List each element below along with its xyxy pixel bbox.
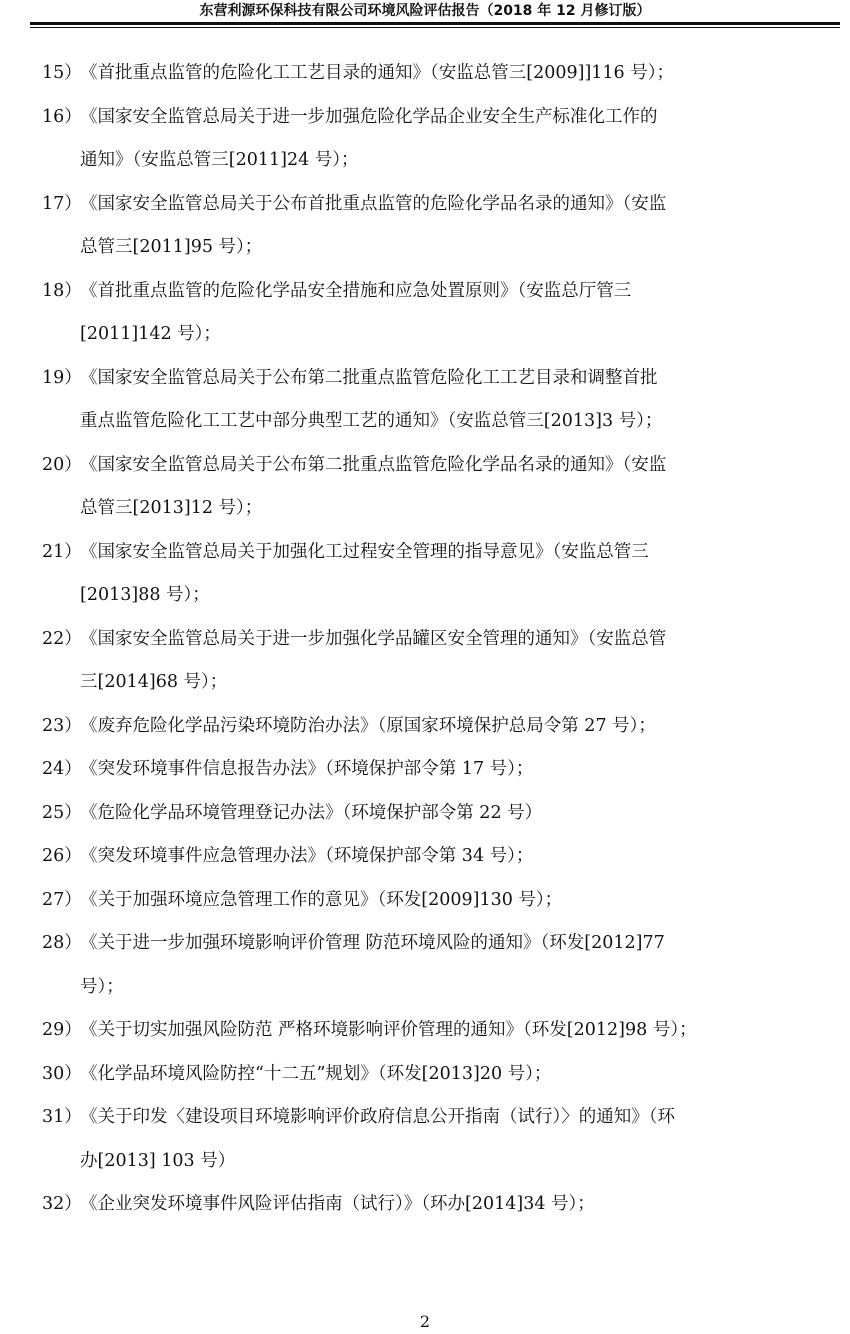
reference-item-28 [0,922,850,966]
reference-line-1: 《废弃危险化学品污染环境防治办法》（原国家环境保护总局令第 27 号）； [80,715,656,736]
reference-number: 26） [42,846,82,866]
reference-line-1: 《国家安全监管总局关于进一步加强化学品罐区安全管理的通知》（安监总管 [80,628,667,649]
reference-list [0,52,850,1227]
reference-text [80,1096,808,1140]
reference-line-1: 《企业突发环境事件风险评估指南（试行）》（环办[2014]34 号）； [80,1194,595,1214]
reference-line-1: 《国家安全监管总局关于公布第二批重点监管危险化学品名录的通知》（安监 [80,454,667,475]
reference-text [80,835,808,879]
reference-item-15 [0,52,850,96]
reference-line-2: 总管三[2011]95 号）； [80,237,263,257]
reference-number: 18） [42,280,82,301]
reference-number: 29） [42,1020,82,1040]
reference-line-1: 《危险化学品环境管理登记办法》（环境保护部令第 22 号） [80,802,543,823]
reference-item-21 [0,531,850,575]
reference-line-2: 重点监管危险化工工艺中部分典型工艺的通知》（安监总管三[2013]3 号）； [80,411,663,431]
reference-text [80,792,808,836]
reference-item-23 [0,705,850,749]
reference-text [80,879,808,923]
reference-number: 30） [42,1063,82,1084]
reference-item-18 [0,270,850,314]
reference-text [80,444,808,488]
page-number: 2 [419,1312,431,1331]
reference-line-2: 办[2013] 103 号） [80,1150,236,1171]
reference-item-29 [0,1009,850,1053]
reference-item-30 [0,1053,850,1097]
reference-number: 17） [42,193,82,214]
reference-number: 19） [42,367,82,388]
reference-number: 25） [42,802,82,823]
reference-item-16 [0,96,850,140]
reference-item-26 [0,835,850,879]
reference-number: 27） [42,889,82,910]
reference-text [80,1053,808,1097]
reference-line-1: 《关于进一步加强环境影响评价管理 防范环境风险的通知》（环发[2012]77 [80,933,665,953]
reference-item-20 [0,444,850,488]
reference-number: 22） [42,628,82,649]
reference-line-1: 《首批重点监管的危险化工工艺目录的通知》（安监总管三[2009]]116 号）； [80,63,674,83]
reference-text [80,531,808,575]
reference-number: 20） [42,454,82,475]
reference-item-31 [0,1096,850,1140]
reference-text [80,96,808,140]
reference-line-1: 《关于加强环境应急管理工作的意见》（环发[2009]130 号）； [80,889,563,910]
reference-number: 21） [42,541,82,562]
reference-number: 28） [42,933,82,953]
reference-item-22 [0,618,850,662]
reference-text [80,705,808,749]
reference-line-1: 《国家安全监管总局关于公布首批重点监管的危险化学品名录的通知》（安监 [80,193,667,214]
reference-text [80,748,808,792]
reference-line-1: 《国家安全监管总局关于公布第二批重点监管危险化工工艺目录和调整首批 [80,367,658,388]
reference-line-1: 《国家安全监管总局关于加强化工过程安全管理的指导意见》（安监总管三 [80,541,649,562]
reference-line-1: 《突发环境事件信息报告办法》（环境保护部令第 17 号）； [80,759,534,779]
reference-line-2: 号）； [80,976,124,997]
reference-text [80,1183,808,1227]
reference-text [80,357,808,401]
reference-item-24 [0,748,850,792]
reference-number: 31） [42,1107,82,1127]
reference-item-19 [0,357,850,401]
reference-line-2: [2011]142 号）； [80,324,221,344]
header-title: 东营利源环保科技有限公司环境风险评估报告（2018 年 12 月修订版） [199,3,651,19]
reference-item-32 [0,1183,850,1227]
reference-line-1: 《突发环境事件应急管理办法》（环境保护部令第 34 号）； [80,846,534,866]
reference-number: 23） [42,715,82,736]
reference-text [80,52,808,96]
reference-line-2: 三[2014]68 号）； [80,672,228,692]
header-rule-thin [30,27,840,28]
reference-number: 15） [42,63,82,83]
header-rule-thick [30,22,840,25]
reference-text [80,270,808,314]
reference-item-25 [0,792,850,836]
reference-line-1: 《国家安全监管总局关于进一步加强危险化学品企业安全生产标准化工作的 [80,106,658,127]
reference-line-1: 《首批重点监管的危险化学品安全措施和应急处置原则》（安监总厅管三 [80,280,632,301]
reference-text [80,1009,808,1053]
reference-number: 32） [42,1194,82,1214]
reference-line-2: 总管三[2013]12 号）； [80,498,263,518]
reference-text [80,922,808,966]
reference-text [80,618,808,662]
reference-text [80,183,808,227]
reference-item-27 [0,879,850,923]
reference-line-2: [2013]88 号）； [80,585,210,605]
page-header [0,0,850,26]
reference-number: 16） [42,106,82,127]
reference-line-2: 通知》（安监总管三[2011]24 号）； [80,150,359,170]
reference-line-1: 《化学品环境风险防控“十二五”规划》（环发[2013]20 号）； [80,1063,552,1084]
reference-line-1: 《关于切实加强风险防范 严格环境影响评价管理的通知》（环发[2012]98 号）； [80,1020,697,1040]
reference-number: 24） [42,759,82,779]
reference-item-17 [0,183,850,227]
reference-line-1: 《关于印发〈建设项目环境影响评价政府信息公开指南（试行）〉的通知》（环 [80,1107,675,1127]
